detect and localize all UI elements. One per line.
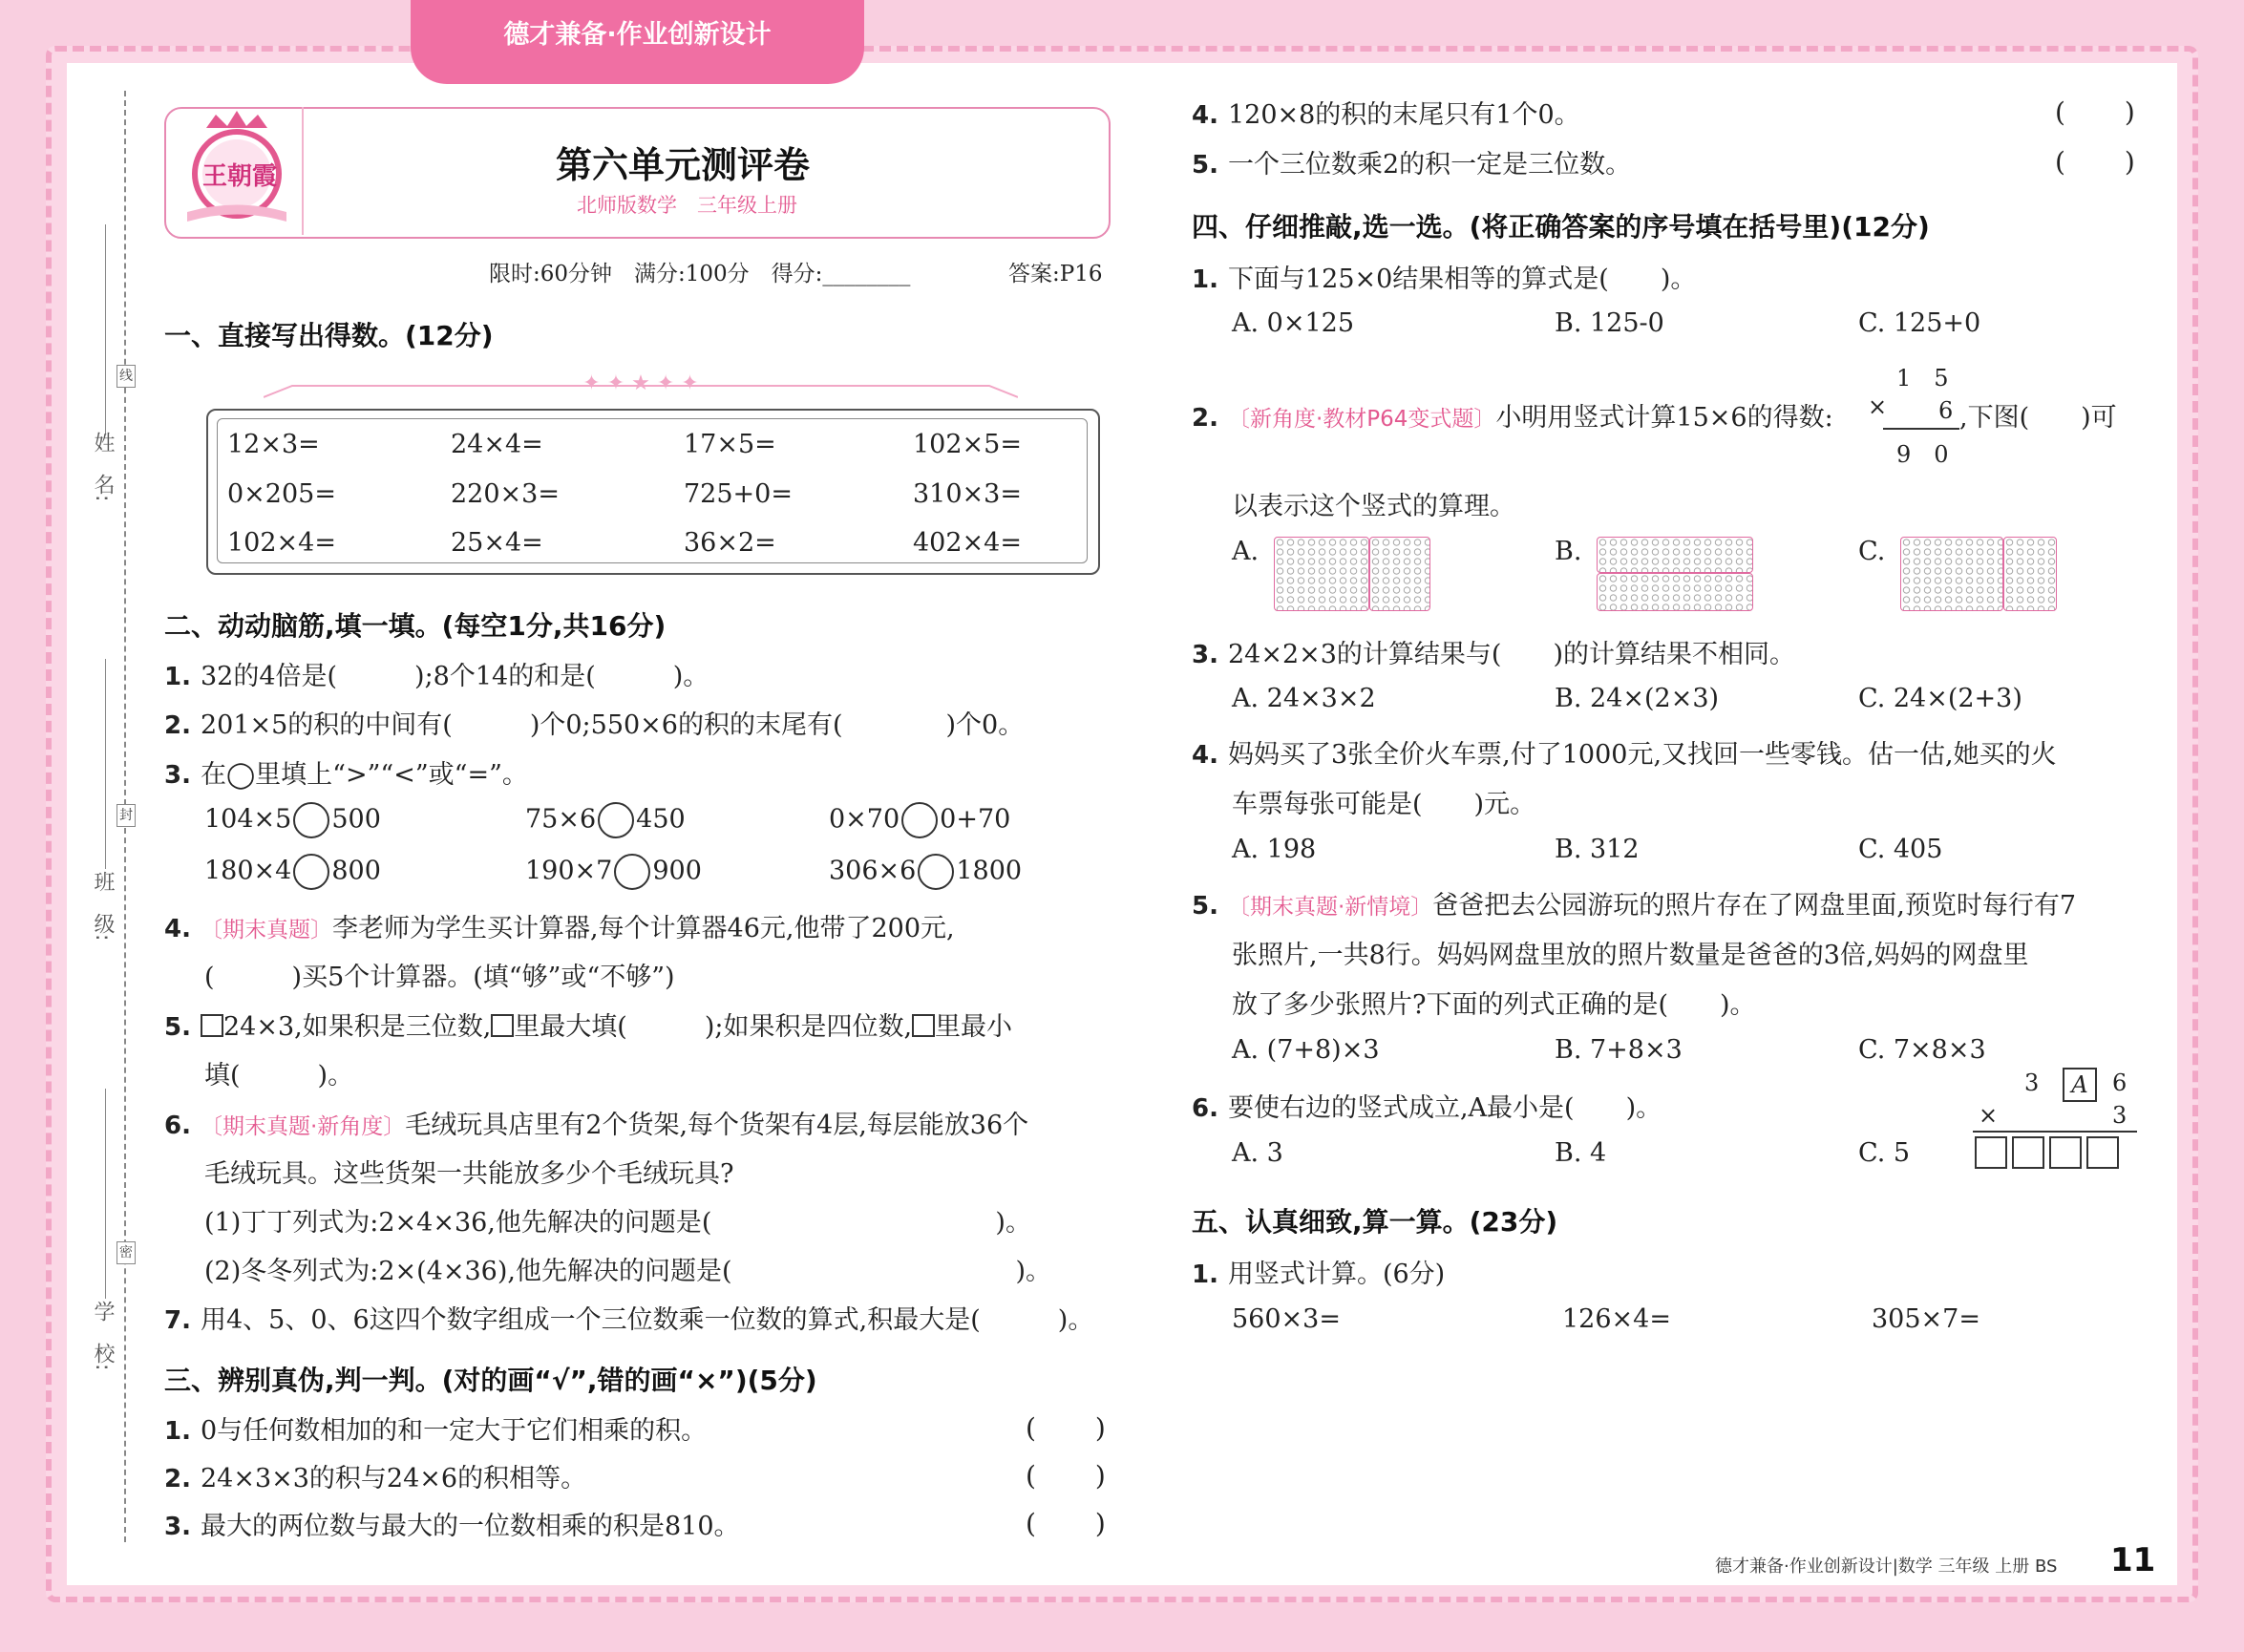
- cmp-3-left: 0×70: [829, 804, 900, 835]
- s4-q2-text-a: 小明用竖式计算15×6的得数:: [1495, 403, 1833, 433]
- cmp-4: [204, 854, 381, 890]
- compare-circle[interactable]: [901, 802, 938, 838]
- blank-square: [201, 1014, 223, 1037]
- q6-line: [1973, 1131, 2137, 1133]
- s4-q3-text: 24×2×3的计算结果与( )的计算结果不相同。: [1227, 640, 1795, 669]
- cmp-5-right: 900: [652, 856, 702, 886]
- s3-q3-answer[interactable]: ( ): [1026, 1508, 1108, 1539]
- logo-text: 王朝霞: [202, 162, 278, 191]
- s2-q7-text: 用4、5、0、6这四个数字组成一个三位数乘一位数的算式,积最大是( )。: [200, 1305, 1094, 1335]
- cmp-5-left: 190×7: [525, 856, 613, 886]
- school-label: 学 校:: [91, 1301, 115, 1371]
- decor-ribbon: [264, 369, 1018, 401]
- s2-q5: 5. 24×3,如果积是三位数, 里最大填( );如果积是四位数, 里最小: [164, 1012, 1013, 1042]
- s4-q5-tag: 〔期末真题·新情境〕: [1227, 895, 1433, 920]
- s4-q2-opt-c[interactable]: C.: [1858, 537, 1886, 566]
- s2-q5-text-c: 里最小: [935, 1012, 1013, 1042]
- s5-q1-text: 用竖式计算。(6分): [1227, 1260, 1446, 1289]
- s2-q1: 1. 32的4倍是( );8个14的和是( )。: [164, 662, 709, 691]
- time-limit: [489, 256, 910, 287]
- s4-q6-opt-b[interactable]: B. 4: [1555, 1138, 1607, 1168]
- paper: [67, 63, 2177, 1585]
- s4-q1-opt-b[interactable]: B. 125-0: [1555, 308, 1664, 338]
- section-1-heading: 一、直接写出得数。(12分): [164, 320, 494, 351]
- s4-q2-opt-a[interactable]: A.: [1232, 537, 1260, 566]
- s4-q1: 1. 下面与125×0结果相等的算式是( )。: [1192, 265, 1697, 294]
- calc-1-1: 12×3=: [227, 430, 320, 459]
- cmp-2: [525, 802, 686, 838]
- cmp-1-right: 500: [331, 804, 381, 835]
- s3-q5-text: 一个三位数乘2的积一定是三位数。: [1227, 150, 1632, 180]
- s3-q1-answer[interactable]: ( ): [1026, 1412, 1108, 1444]
- q6-digit-3: 3: [2112, 1102, 2128, 1129]
- s4-q3: 3. 24×2×3的计算结果与( )的计算结果不相同。: [1192, 640, 1795, 669]
- class-line: [105, 659, 106, 869]
- compare-circle[interactable]: [293, 854, 329, 890]
- page-number: 11: [2110, 1541, 2156, 1579]
- calc-3-3: 36×2=: [684, 528, 776, 558]
- s4-q3-opt-c[interactable]: C. 24×(2+3): [1858, 684, 2022, 713]
- cmp-4-right: 800: [331, 856, 381, 886]
- svg-text:✦ ✦ ★ ✦ ✦: ✦ ✦ ★ ✦ ✦: [582, 371, 699, 395]
- cmp-3-right: 0+70: [940, 804, 1011, 835]
- s2-q3-text: 在◯里填上“>”“<”或“=”。: [200, 760, 528, 790]
- s4-q6: 6. 要使右边的竖式成立,A最小是( )。: [1192, 1093, 1662, 1123]
- s4-q2-tag: 〔新角度·教材P64变式题〕: [1227, 407, 1496, 432]
- vert-second: 6: [1938, 397, 1954, 424]
- page-subtitle: 北师版数学 三年级上册: [577, 194, 797, 217]
- calc-1-2: 24×4=: [451, 430, 543, 459]
- cmp-6-left: 306×6: [829, 856, 917, 886]
- title-divider: [302, 107, 306, 235]
- s4-q4-opt-c[interactable]: C. 405: [1858, 835, 1943, 864]
- compare-circle[interactable]: [614, 854, 650, 890]
- s3-q2-answer[interactable]: ( ): [1026, 1460, 1108, 1492]
- s4-q5-text-c: 放了多少张照片?下面的列式正确的是( )。: [1232, 990, 1756, 1020]
- s4-q4-opt-a[interactable]: A. 198: [1232, 835, 1317, 864]
- cmp-3: [829, 802, 1010, 838]
- s4-q5-opt-b[interactable]: B. 7+8×3: [1555, 1035, 1683, 1065]
- meta-full: 满分:100分: [634, 262, 750, 286]
- s5-calc-3: 305×7=: [1872, 1304, 1980, 1334]
- s2-q6b: 毛绒玩具。这些货架一共能放多少个毛绒玩具?: [204, 1159, 734, 1189]
- compare-circle[interactable]: [293, 802, 329, 838]
- logo: [187, 107, 286, 235]
- s4-q2-text-b: ,下图( )可: [1959, 403, 2117, 433]
- s2-q6-tag: 〔期末真题·新角度〕: [200, 1114, 406, 1139]
- calc-3-4: 402×4=: [913, 528, 1022, 558]
- s4-q1-text: 下面与125×0结果相等的算式是( )。: [1227, 265, 1697, 294]
- cmp-2-left: 75×6: [525, 804, 597, 835]
- calc-3-2: 25×4=: [451, 528, 543, 558]
- s2-q3: 3. 在◯里填上“>”“<”或“=”。: [164, 760, 528, 790]
- s3-q1: 1. 0与任何数相加的和一定大于它们相乘的积。: [164, 1416, 708, 1446]
- s3-q3-text: 最大的两位数与最大的一位数相乘的积是810。: [200, 1512, 740, 1541]
- dot-grid-a2: [1369, 537, 1430, 611]
- s4-q6-text: 要使右边的竖式成立,A最小是( )。: [1227, 1093, 1662, 1123]
- meta-time: 限时:60分钟: [489, 262, 613, 286]
- s4-q1-opt-a[interactable]: A. 0×125: [1232, 308, 1354, 338]
- s4-q1-opt-c[interactable]: C. 125+0: [1858, 308, 1981, 338]
- s2-q6c: (1)丁丁列式为:2×4×36,他先解决的问题是( )。: [204, 1208, 1031, 1238]
- class-label: 班 级:: [91, 871, 115, 942]
- vert-line: [1883, 428, 1959, 430]
- s2-q5d: 填( )。: [204, 1061, 354, 1091]
- answer-ref: 答案:P16: [1008, 262, 1103, 286]
- s4-q6-opt-a[interactable]: A. 3: [1232, 1138, 1283, 1168]
- s4-q4-text-b: 车票每张可能是( )元。: [1232, 790, 1536, 819]
- calc-1-3: 17×5=: [684, 430, 776, 459]
- calc-2-2: 220×3=: [451, 479, 560, 509]
- s2-q4b: ( )买5个计算器。(填“够”或“不够”): [204, 963, 675, 992]
- calc-2-4: 310×3=: [913, 479, 1022, 509]
- dot-grid-c1: [1900, 537, 2003, 611]
- q6-digit-1: 3: [2024, 1070, 2040, 1096]
- s2-q4: 4. 〔期末真题〕李老师为学生买计算器,每个计算器46元,他带了200元,: [164, 914, 955, 943]
- top-banner: [411, 0, 864, 84]
- s3-q5-answer[interactable]: ( ): [2055, 146, 2137, 178]
- cmp-1: [204, 802, 381, 838]
- s4-q5-text-a: 爸爸把去公园游玩的照片存在了网盘里面,预览时每行有7: [1432, 891, 2077, 921]
- s2-q2-text: 201×5的积的中间有( )个0;550×6的积的末尾有( )个0。: [200, 710, 1025, 740]
- vert-mul-sign: ×: [1868, 393, 1888, 420]
- s2-q4-tag: 〔期末真题〕: [200, 918, 332, 942]
- section-4-heading: 四、仔细推敲,选一选。(将正确答案的序号填在括号里)(12分): [1192, 211, 1930, 243]
- meta-score: 得分:________: [771, 262, 911, 286]
- s2-q6-text-a: 毛绒玩具店里有2个货架,每个货架有4层,每层能放36个: [405, 1111, 1029, 1140]
- calc-3-1: 102×4=: [227, 528, 336, 558]
- s2-q6: 6. 〔期末真题·新角度〕毛绒玩具店里有2个货架,每个货架有4层,每层能放36个: [164, 1111, 1029, 1140]
- s2-q7: 7. 用4、5、0、6这四个数字组成一个三位数乘一位数的算式,积最大是( )。: [164, 1305, 1094, 1335]
- s4-q3-opt-b[interactable]: B. 24×(2×3): [1555, 684, 1720, 713]
- calc-2-1: 0×205=: [227, 479, 336, 509]
- vert-top: 1 5: [1896, 365, 1949, 392]
- s2-q4-text-a: 李老师为学生买计算器,每个计算器46元,他带了200元,: [331, 914, 955, 943]
- name-label: 姓 名:: [91, 432, 115, 502]
- s5-q1: 1. 用竖式计算。(6分): [1192, 1260, 1446, 1289]
- s3-q4-answer[interactable]: ( ): [2055, 96, 2137, 128]
- calc-2-3: 725+0=: [684, 479, 793, 509]
- banner-text: 德才兼备·作业创新设计: [503, 20, 772, 50]
- q6-mul-sign: ×: [1979, 1102, 1999, 1129]
- vert-result: 9 0: [1896, 441, 1949, 468]
- s2-q5-text-a: 24×3,如果积是三位数,: [222, 1012, 492, 1042]
- cut-mark-2: 封: [116, 804, 136, 827]
- s4-q5-opt-a[interactable]: A. (7+8)×3: [1232, 1035, 1380, 1065]
- q6-answer-boxes[interactable]: [1975, 1136, 2124, 1173]
- section-2-heading: 二、动动脑筋,填一填。(每空1分,共16分): [164, 610, 667, 642]
- page-title: 第六单元测评卷: [556, 144, 811, 186]
- blank-square: [491, 1014, 514, 1037]
- dot-grid-a1: [1274, 537, 1369, 611]
- compare-circle[interactable]: [918, 854, 954, 890]
- cmp-1-left: 104×5: [204, 804, 292, 835]
- s5-calc-1: 560×3=: [1232, 1304, 1341, 1334]
- footer-text: 德才兼备·作业创新设计|数学 三年级 上册 BS: [1715, 1557, 2058, 1577]
- q6-digit-a: A: [2063, 1068, 2097, 1102]
- cut-mark-3: 密: [116, 1241, 136, 1264]
- s3-q1-text: 0与任何数相加的和一定大于它们相乘的积。: [200, 1416, 708, 1446]
- s3-q4: 4. 120×8的积的末尾只有1个0。: [1192, 100, 1580, 130]
- blank-square: [912, 1014, 935, 1037]
- dot-grid-c2: [2003, 537, 2057, 611]
- s3-q3: 3. 最大的两位数与最大的一位数相乘的积是810。: [164, 1512, 740, 1541]
- s4-q5: 5. 〔期末真题·新情境〕爸爸把去公园游玩的照片存在了网盘里面,预览时每行有7: [1192, 891, 2077, 921]
- school-line: [105, 1089, 106, 1299]
- cmp-6-right: 1800: [956, 856, 1023, 886]
- name-line: [105, 224, 106, 434]
- s4-q4-opt-b[interactable]: B. 312: [1555, 835, 1640, 864]
- s4-q2: 2. 〔新角度·教材P64变式题〕小明用竖式计算15×6的得数:: [1192, 403, 1833, 433]
- section-3-heading: 三、辨别真伪,判一判。(对的画“√”,错的画“×”)(5分): [164, 1365, 817, 1396]
- s4-q4: 4. 妈妈买了3张全价火车票,付了1000元,又找回一些零钱。估一估,她买的火: [1192, 740, 2057, 770]
- s4-q6-opt-c[interactable]: C. 5: [1858, 1138, 1911, 1168]
- s4-q2-opt-b[interactable]: B.: [1555, 537, 1582, 566]
- s3-q4-text: 120×8的积的末尾只有1个0。: [1227, 100, 1580, 130]
- cmp-2-right: 450: [636, 804, 686, 835]
- cmp-5: [525, 854, 702, 890]
- dot-grid-b1: [1597, 537, 1753, 573]
- q6-digit-2: 6: [2112, 1070, 2128, 1096]
- s3-q2: 2. 24×3×3的积与24×6的积相等。: [164, 1464, 587, 1493]
- cmp-6: [829, 854, 1022, 890]
- cmp-4-left: 180×4: [204, 856, 292, 886]
- s2-q6d: (2)冬冬列式为:2×(4×36),他先解决的问题是( )。: [204, 1257, 1052, 1286]
- cut-mark-1: 线: [116, 365, 136, 388]
- s2-q5-text-b: 里最大填( );如果积是四位数,: [514, 1012, 913, 1042]
- s4-q3-opt-a[interactable]: A. 24×3×2: [1232, 684, 1376, 713]
- s2-q1-text: 32的4倍是( );8个14的和是( )。: [200, 662, 709, 691]
- s5-calc-2: 126×4=: [1562, 1304, 1671, 1334]
- s4-q5-opt-c[interactable]: C. 7×8×3: [1858, 1035, 1986, 1065]
- s3-q2-text: 24×3×3的积与24×6的积相等。: [200, 1464, 587, 1493]
- s4-q2-text-c: 以表示这个竖式的算理。: [1232, 492, 1515, 521]
- s4-q4-text-a: 妈妈买了3张全价火车票,付了1000元,又找回一些零钱。估一估,她买的火: [1227, 740, 2057, 770]
- s4-q5-text-b: 张照片,一共8行。妈妈网盘里放的照片数量是爸爸的3倍,妈妈的网盘里: [1232, 941, 2029, 970]
- compare-circle[interactable]: [598, 802, 634, 838]
- dot-grid-b2: [1597, 573, 1753, 611]
- s3-q5: 5. 一个三位数乘2的积一定是三位数。: [1192, 150, 1632, 180]
- s2-q2: 2. 201×5的积的中间有( )个0;550×6的积的末尾有( )个0。: [164, 710, 1025, 740]
- calc-1-4: 102×5=: [913, 430, 1022, 459]
- section-5-heading: 五、认真细致,算一算。(23分): [1192, 1206, 1558, 1238]
